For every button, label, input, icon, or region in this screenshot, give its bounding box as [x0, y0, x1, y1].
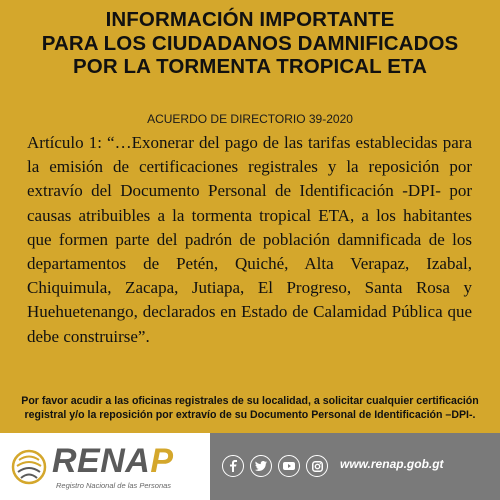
article-text: Artículo 1: “…Exonerar del pago de las tarifas establecidas para la emisión de certificaciones registrales y la reposición por extravío del Documento Personal de Identificación -DPI- por causas atribuibles a la tormenta tropical ETA, a los habitantes que formen parte del padrón de población damnificada de los departamentos de Petén, Quiché, Alta Verapaz, Izabal, Chiquimula, Zacapa, Jutiapa, El Progreso, Santa Rosa y Huehuetenango, declarados en Estado de Calamidad Pública que debe construirse”.: [27, 133, 472, 346]
notice-text: Por favor acudir a las oficinas registrales de su localidad, a solicitar cualquier certificación registral y/o la reposición por extravío de su Documento Personal de Identificación –DPI-.: [21, 395, 479, 421]
title-line-2: PARA LOS CIUDADANOS DAMNIFICADOS: [41, 31, 459, 55]
title-line-3: POR LA TORMENTA TROPICAL ETA: [73, 55, 427, 78]
title-line-1: INFORMACIÓN IMPORTANTE: [105, 8, 395, 31]
renap-logo-icon: [10, 449, 48, 485]
youtube-icon[interactable]: [278, 455, 300, 477]
twitter-icon[interactable]: [250, 455, 272, 477]
agreement-subtitle: ACUERDO DE DIRECTORIO 39-2020: [147, 112, 353, 126]
instagram-icon[interactable]: [306, 455, 328, 477]
logo-tagline: Registro Nacional de las Personas: [56, 481, 172, 490]
logo-wordmark: RENAP: [52, 442, 174, 480]
renap-logo: [0, 433, 210, 500]
header: [0, 8, 500, 79]
social-links: [222, 455, 328, 479]
website-link[interactable]: www.renap.gob.gt: [340, 457, 444, 471]
footer: [0, 433, 500, 500]
facebook-icon[interactable]: [222, 455, 244, 477]
